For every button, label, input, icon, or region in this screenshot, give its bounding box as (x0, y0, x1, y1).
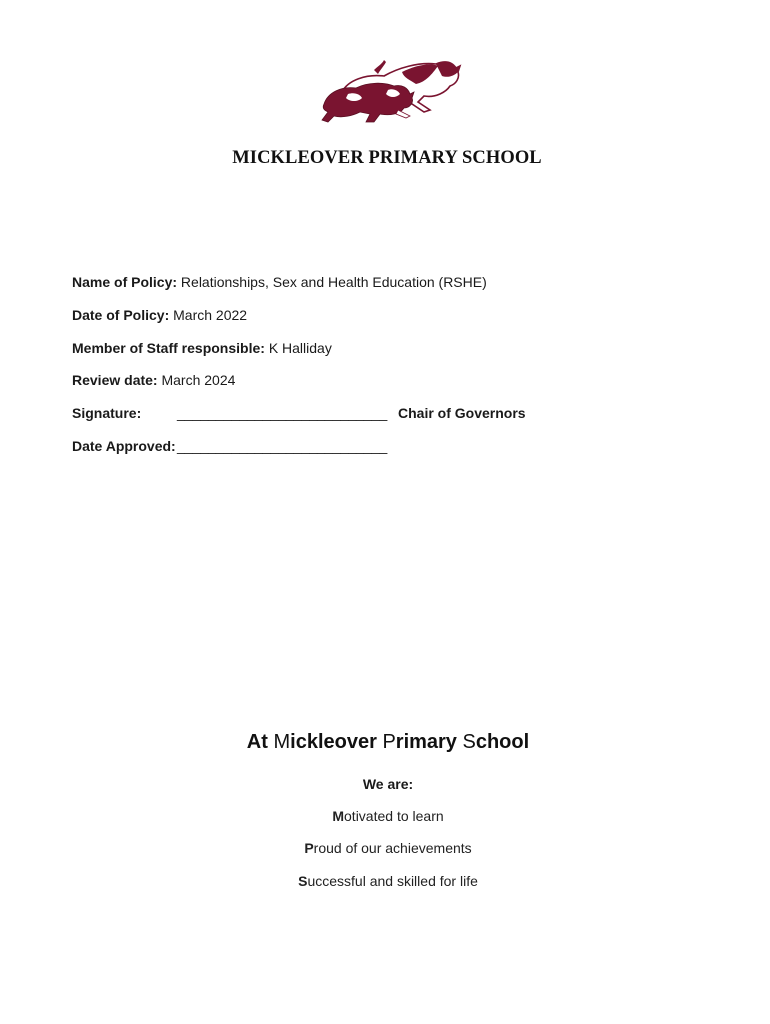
signature-row (72, 405, 141, 421)
signature-blank-line: ___________________________ (177, 405, 388, 421)
motto-heading-p-rest: rimary (395, 731, 457, 753)
policy-name-row (72, 274, 487, 290)
motto-line-rest: otivated to learn (344, 808, 444, 824)
policy-date-value: March 2022 (173, 307, 248, 323)
policy-date-row (72, 307, 247, 323)
motto-subheading: We are: (362, 776, 414, 792)
policy-name-value: Relationships, Sex and Health Education (RSHE) (180, 274, 487, 290)
school-logo (318, 58, 464, 124)
review-date-label: Review date: (72, 372, 158, 388)
motto-heading-p-initial: P (382, 731, 396, 753)
policy-name-label: Name of Policy: (72, 274, 178, 290)
motto-heading-at: At (246, 731, 268, 753)
motto-line (0, 873, 770, 889)
motto-line (0, 840, 770, 856)
motto-heading-m-initial: M (273, 731, 291, 753)
date-approved-row (72, 438, 176, 454)
review-date-row (72, 372, 235, 388)
front-bull-icon (322, 83, 414, 122)
motto-heading (0, 731, 770, 754)
motto-line-initial: S (298, 873, 308, 889)
review-date-value: March 2024 (161, 372, 236, 388)
staff-responsible-label: Member of Staff responsible: (72, 340, 265, 356)
motto-heading-m-rest: ickleover (290, 731, 377, 753)
date-approved-label: Date Approved: (72, 438, 176, 454)
motto-line-initial: M (332, 808, 345, 824)
school-name-heading: MICKLEOVER PRIMARY SCHOOL (232, 148, 542, 168)
motto-heading-s-initial: S (462, 731, 476, 753)
policy-date-label: Date of Policy: (72, 307, 170, 323)
staff-responsible-row (72, 340, 332, 356)
date-approved-blank-line: ___________________________ (177, 438, 388, 454)
motto-line-rest: roud of our achievements (313, 840, 472, 856)
motto-line-rest: uccessful and skilled for life (307, 873, 478, 889)
motto-heading-s-rest: chool (475, 731, 530, 753)
staff-responsible-value: K Halliday (268, 340, 332, 356)
motto-line-initial: P (304, 840, 314, 856)
motto-line (0, 808, 770, 824)
signature-label: Signature: (72, 405, 142, 421)
signature-role: Chair of Governors (398, 405, 526, 421)
